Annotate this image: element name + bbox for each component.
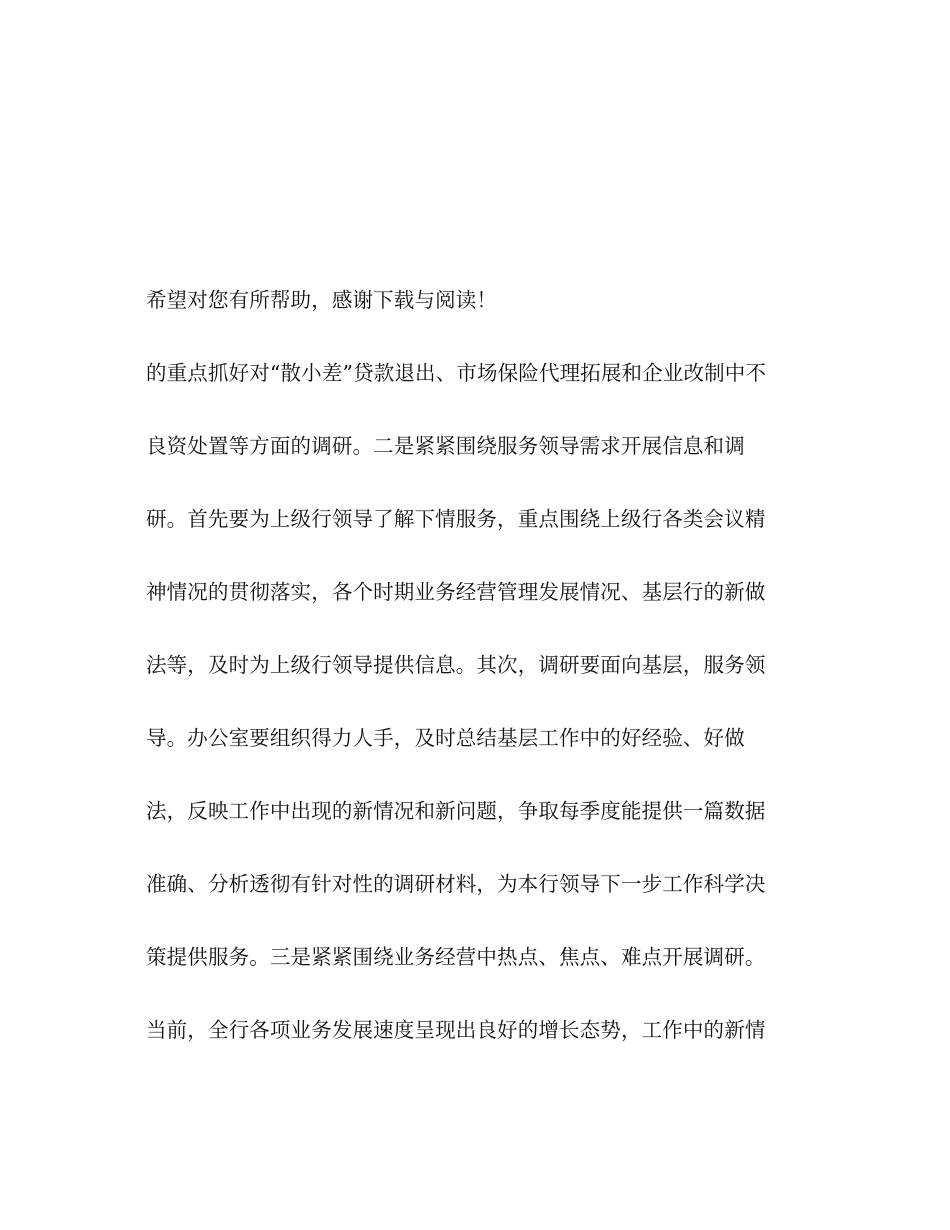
document-line: 的重点抓好对“散小差”贷款退出、市场保险代理拓展和企业改制中不	[146, 361, 767, 385]
document-line: 希望对您有所帮助，感谢下载与阅读！	[146, 288, 498, 312]
document-line: 神情况的贯彻落实，各个时期业务经营管理发展情况、基层行的新做	[146, 580, 766, 604]
document-line: 良资处置等方面的调研。二是紧紧围绕服务领导需求开展信息和调	[146, 434, 745, 458]
document-line: 策提供服务。三是紧紧围绕业务经营中热点、焦点、难点开展调研。	[146, 945, 766, 969]
document-body	[146, 282, 806, 1085]
document-line: 准确、分析透彻有针对性的调研材料，为本行领导下一步工作科学决	[146, 872, 766, 896]
document-line: 研。首先要为上级行领导了解下情服务，重点围绕上级行各类会议精	[146, 507, 766, 531]
document-line: 导。办公室要组织得力人手，及时总结基层工作中的好经验、好做	[146, 726, 745, 750]
document-line: 法等，及时为上级行领导提供信息。其次，调研要面向基层，服务领	[146, 653, 766, 677]
document-line: 法，反映工作中出现的新情况和新问题，争取每季度能提供一篇数据	[146, 799, 766, 823]
document-line: 当前，全行各项业务发展速度呈现出良好的增长态势，工作中的新情	[146, 1018, 766, 1042]
